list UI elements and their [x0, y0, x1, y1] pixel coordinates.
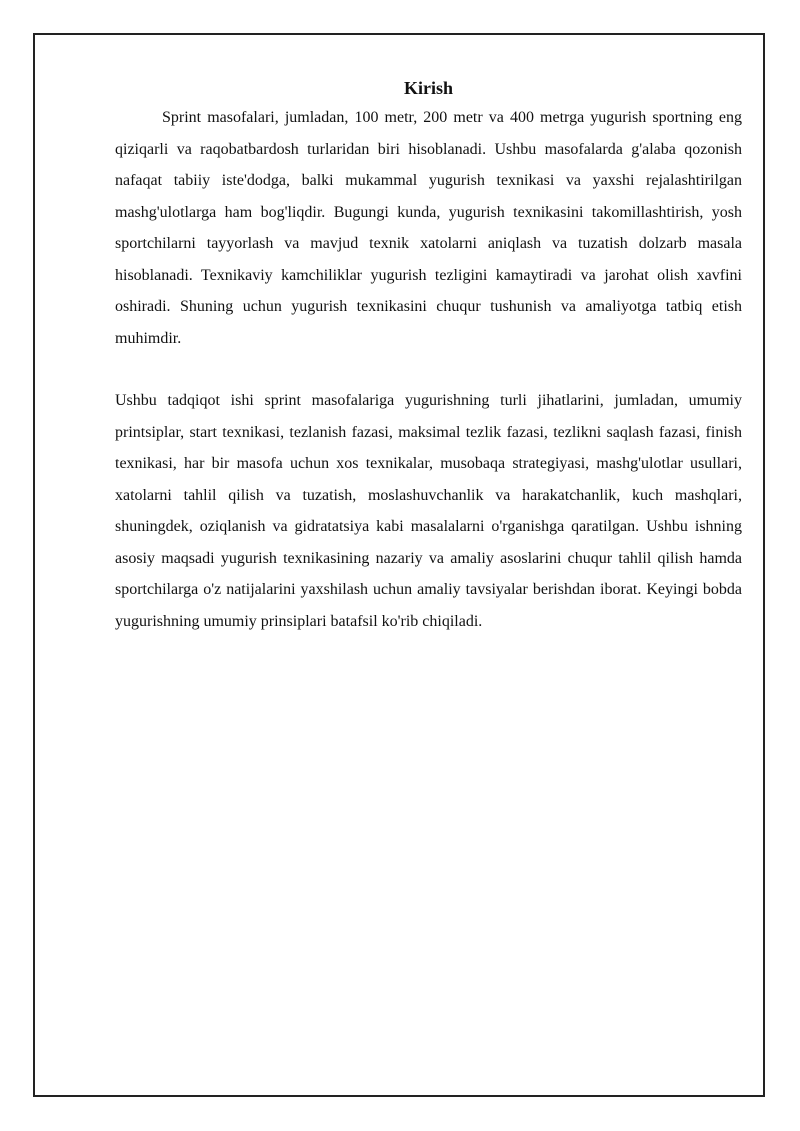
paragraph-research-scope: Ushbu tadqiqot ishi sprint masofalariga yugurishning turli jihatlarini, jumladan, umumiy printsiplar, start texnikasi, tezlanish fazasi, maksimal tezlik fazasi, tezlikni saqlash fazasi, finish texnikasi, har bir masofa uchun xos texnikalar, musobaqa strategiyasi, mashg'ulotlar usullari, xatolarni tahlil qilish va tuzatish, moslashuvchanlik va harakatchanlik, kuch mashqlari, shuningdek, oziqlanish va gidratatsiya kabi masalalarni o'rganishga qaratilgan. Ushbu ishning asosiy maqsadi yugurish texnikasining nazariy va amaliy asoslarini chuqur tahlil qilish hamda sportchilarga o'z natijalarini yaxshilash uchun amaliy tavsiyalar berishdan iborat. Keyingi bobda yugurishning umumiy prinsiplari batafsil ko'rib chiqiladi.	[115, 392, 742, 630]
paragraph-intro: Sprint masofalari, jumladan, 100 metr, 200 metr va 400 metrga yugurish sportning eng qiziqarli va raqobatbardosh turlaridan biri hisoblanadi. Ushbu masofalarda g'alaba qozonish nafaqat tabiiy iste'dodga, balki mukammal yugurish texnikasi va yaxshi rejalashtirilgan mashg'ulotlarga ham bog'liqdir. Bugungi kunda, yugurish texnikasini takomillashtirish, yosh sportchilarni tayyorlash va mavjud texnik xatolarni aniqlash va tuzatish dolzarb masala hisoblanadi. Texnikaviy kamchiliklar yugurish tezligini kamaytiradi va jarohat olish xavfini oshiradi. Shuning uchun yugurish texnikasini chuqur tushunish va amaliyotga tatbiq etish muhimdir.	[115, 109, 742, 347]
section-title: Kirish	[403, 78, 453, 98]
document-body	[115, 74, 742, 637]
